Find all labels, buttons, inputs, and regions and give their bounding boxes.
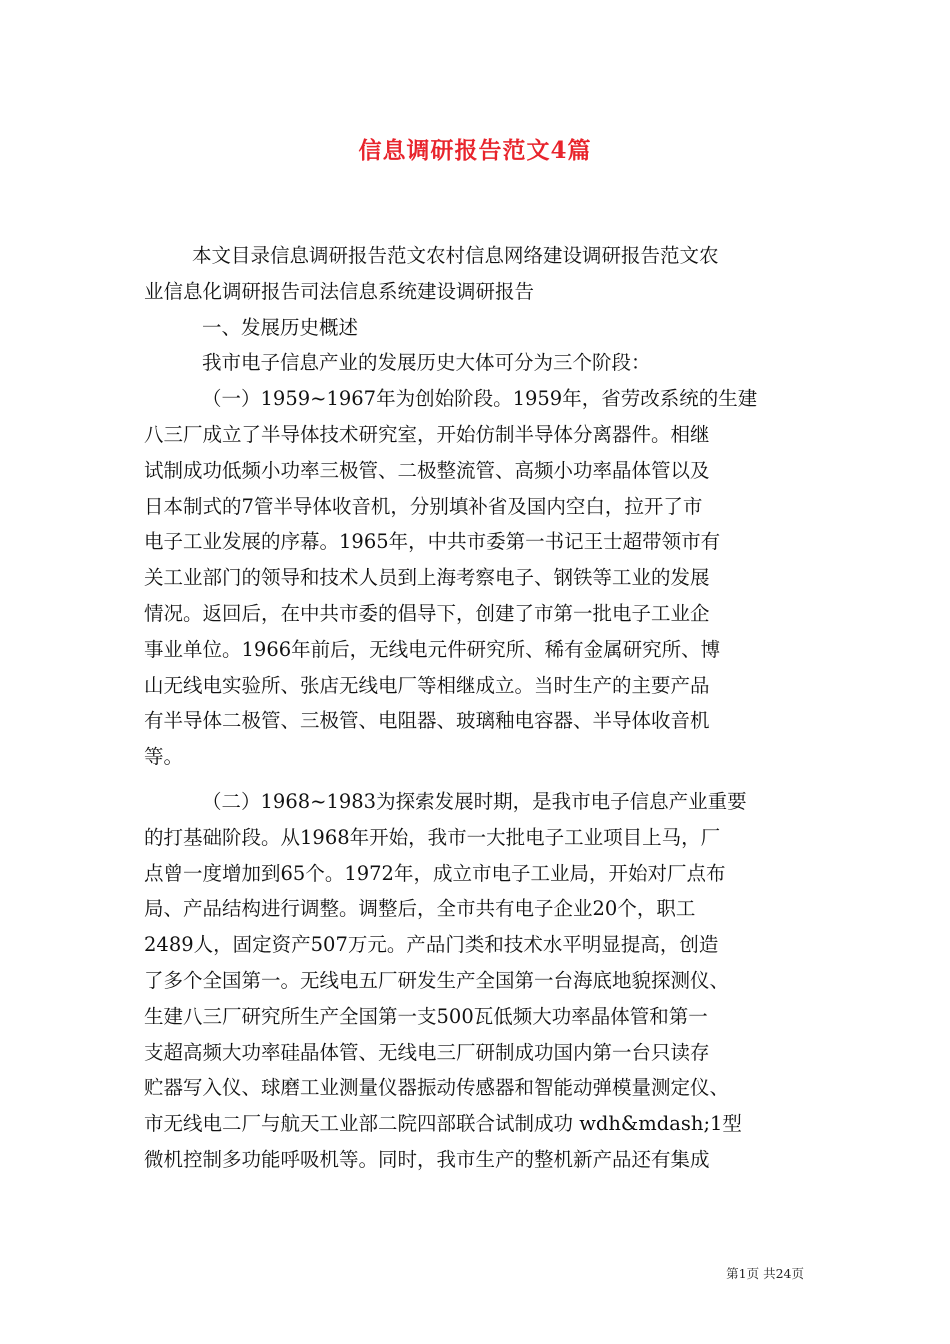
document-title: 信息调研报告范文4篇 (358, 137, 592, 164)
paragraph-line: （一）1959~1967年为创始阶段。1959年，省劳改系统的生建 (202, 387, 758, 411)
paragraph-line: 日本制式的7管半导体收音机，分别填补省及国内空白，拉开了市 (144, 494, 703, 518)
paragraph-line: 生建八三厂研究所生产全国第一支500瓦低频大功率晶体管和第一 (144, 1004, 708, 1028)
paragraph-line: 的打基础阶段。从1968年开始，我市一大批电子工业项目上马，厂 (144, 825, 721, 849)
paragraph-line: 市无线电二厂与航天工业部二院四部联合试制成功 wdh&mdash;1型 (144, 1112, 742, 1136)
paragraph-line: 了多个全国第一。无线电五厂研发生产全国第一台海底地貌探测仪、 (144, 968, 730, 992)
paragraph-line: 等。 (144, 745, 184, 769)
document-body (144, 238, 808, 1178)
section-heading: 一、发展历史概述 (202, 315, 359, 339)
paragraph-line: 八三厂成立了半导体技术研究室，开始仿制半导体分离器件。相继 (144, 422, 710, 446)
paragraph-line: 微机控制多功能呼吸机等。同时，我市生产的整机新产品还有集成 (144, 1147, 710, 1171)
paragraph-line: 业信息化调研报告司法信息系统建设调研报告 (144, 279, 535, 303)
paragraph-line: 支超高频大功率硅晶体管、无线电三厂研制成功国内第一台只读存 (144, 1040, 710, 1064)
paragraph-line: 关工业部门的领导和技术人员到上海考察电子、钢铁等工业的发展 (144, 566, 710, 590)
paragraph-line: 我市电子信息产业的发展历史大体可分为三个阶段： (202, 351, 651, 375)
paragraph-line: 局、产品结构进行调整。调整后，全市共有电子企业20个，职工 (144, 897, 696, 921)
paragraph-line: 2489人，固定资产507万元。产品门类和技术水平明显提高，创造 (144, 933, 719, 957)
paragraph-line: 山无线电实验所、张店无线电厂等相继成立。当时生产的主要产品 (144, 673, 710, 697)
paragraph-line: 本文目录信息调研报告范文农村信息网络建设调研报告范文农 (192, 244, 719, 267)
paragraph-line: 贮器写入仪、球磨工业测量仪器振动传感器和智能动弹模量测定仪、 (144, 1076, 730, 1100)
paragraph-line: （二）1968~1983为探索发展时期，是我市电子信息产业重要 (202, 789, 747, 813)
paragraph-line: 试制成功低频小功率三极管、二极整流管、高频小功率晶体管以及 (144, 458, 710, 482)
paragraph-line: 情况。返回后，在中共市委的倡导下，创建了市第一批电子工业企 (144, 601, 710, 625)
paragraph-line: 有半导体二极管、三极管、电阻器、玻璃釉电容器、半导体收音机 (144, 709, 710, 733)
paragraph-line: 点曾一度增加到65个。1972年，成立市电子工业局，开始对厂点布 (144, 861, 726, 885)
paragraph-line: 事业单位。1966年前后，无线电元件研究所、稀有金属研究所、博 (144, 637, 721, 661)
page-number-footer: 第1页 共24页 (726, 1266, 804, 1281)
paragraph-line: 电子工业发展的序幕。1965年，中共市委第一书记王士超带领市有 (144, 530, 721, 554)
